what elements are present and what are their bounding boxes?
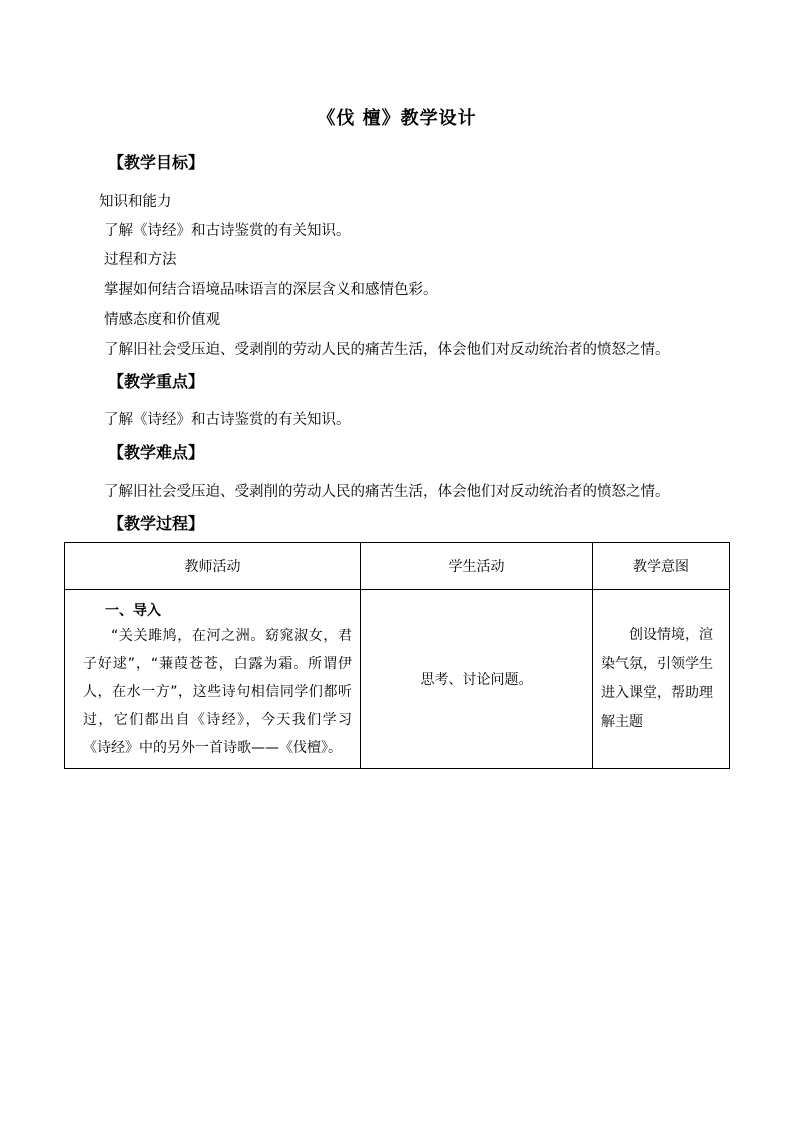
objective-line: 了解《诗经》和古诗鉴赏的有关知识。: [104, 223, 351, 239]
process-table: [64, 542, 730, 769]
objective-line: 知识和能力: [99, 194, 172, 210]
teacher-text: “关关雎鸠，在河之洲。窈窕淑女，君子好逑”，“蒹葭苍苍，白露为霜。所谓伊人，在水一方”，这些诗句相信同学们都听过，它们都出自《诗经》，今天我们学习《诗经》中的另外一首诗歌——《伐檀》。: [83, 628, 352, 756]
key-points-heading: 【教学重点】: [108, 372, 205, 391]
objectives-heading: 【教学目标】: [108, 153, 205, 172]
key-points-text: 了解《诗经》和古诗鉴赏的有关知识。: [104, 412, 351, 428]
table-header-row: [65, 543, 730, 590]
objective-line: 了解旧社会受压迫、受剥削的劳动人民的痛苦生活，体会他们对反动统治者的愤怒之情。: [104, 342, 670, 358]
column-header-intent: 教学意图: [593, 543, 730, 590]
objective-line: 情感态度和价值观: [104, 312, 220, 328]
column-header-student: 学生活动: [361, 543, 593, 590]
teacher-subheading: 一、导入: [105, 603, 161, 619]
objective-line: 掌握如何结合语境品味语言的深层含义和感情色彩。: [104, 282, 438, 298]
teacher-activity-cell: [65, 590, 361, 769]
student-activity-cell: 思考、讨论问题。: [361, 590, 593, 769]
difficulties-heading: 【教学难点】: [108, 443, 205, 462]
teaching-intent-cell: 创设情境，渲染气氛，引领学生进入课堂，帮助理解主题: [593, 590, 730, 769]
table-row: [65, 590, 730, 769]
objective-line: 过程和方法: [104, 252, 177, 268]
page-title: 《伐 檀》教学设计: [317, 108, 477, 129]
column-header-teacher: 教师活动: [65, 543, 361, 590]
difficulties-text: 了解旧社会受压迫、受剥削的劳动人民的痛苦生活，体会他们对反动统治者的愤怒之情。: [104, 484, 670, 500]
process-heading: 【教学过程】: [108, 514, 205, 533]
